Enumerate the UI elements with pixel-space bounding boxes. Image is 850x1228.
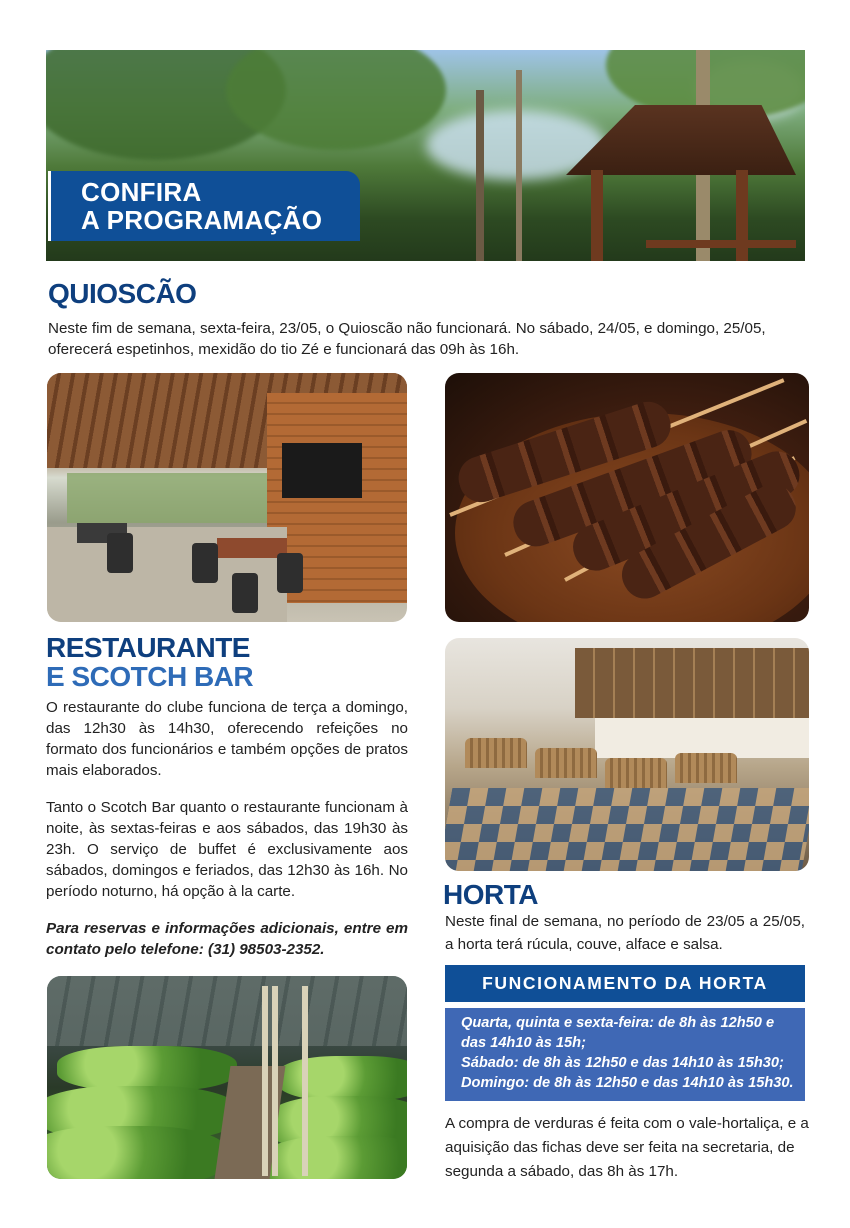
quioscao-text: Neste fim de semana, sexta-feira, 23/05, o Quioscão não funcionará. No sábado, 24/05, e domingo, 25/05, oferecerá espetinhos, mexidão do tio Zé e funcionará das 09h às 16h. [48, 320, 766, 358]
skewers-photo [445, 373, 809, 622]
horta-hours-banner: FUNCIONAMENTO DA HORTA [445, 965, 805, 1002]
horta-text: Neste final de semana, no período de 23/05 a 25/05, a horta terá rúcula, couve, alface e salsa. [445, 913, 805, 953]
hero-title-line1: CONFIRA [81, 177, 202, 207]
hours-line: das 14h10 às 15h; [461, 1035, 586, 1051]
restaurant-title-line1: RESTAURANTE [46, 632, 250, 663]
hero-label [48, 171, 360, 241]
restaurant-title-line2: E SCOTCH BAR [46, 661, 254, 692]
restaurant-title [46, 633, 253, 691]
horta-footer-text: A compra de verduras é feita com o vale-hortaliça, e a aquisição das fichas deve ser feita na secretaria, de segunda a sábado, das 8h às 17h. [445, 1115, 809, 1180]
restaurant-contact: Para reservas e informações adicionais, entre em contato pelo telefone: (31) 98503-2352. [46, 920, 408, 958]
greenhouse-photo [47, 976, 407, 1179]
horta-hours-box [445, 1008, 805, 1101]
hero-title-line2: A PROGRAMAÇÃO [81, 205, 323, 235]
hours-line: Quarta, quinta e sexta-feira: de 8h às 12h50 e [461, 1015, 775, 1031]
quioscao-title: QUIOSCÃO [48, 278, 197, 309]
restaurant-paragraph-2: Tanto o Scotch Bar quanto o restaurante funcionam à noite, às sextas-feiras e aos sábados, das 19h30 às 23h. O serviço de buffet é exclusivamente aos sábados, domingos e feriados, das 12h30 às 16h. No período noturno, há opção à la carte. [46, 799, 408, 900]
bar-photo [445, 638, 809, 871]
hours-line: Sábado: de 8h às 12h50 e das 14h10 às 15h30; [461, 1055, 784, 1071]
restaurant-photo [47, 373, 407, 622]
hours-line: Domingo: de 8h às 12h50 e das 14h10 às 15h30. [461, 1075, 794, 1091]
horta-title: HORTA [443, 879, 538, 910]
restaurant-paragraph-1: O restaurante do clube funciona de terça a domingo, das 12h30 às 14h30, oferecendo refeições no formato dos funcionários e também opções de pratos mais elaborados. [46, 699, 408, 779]
